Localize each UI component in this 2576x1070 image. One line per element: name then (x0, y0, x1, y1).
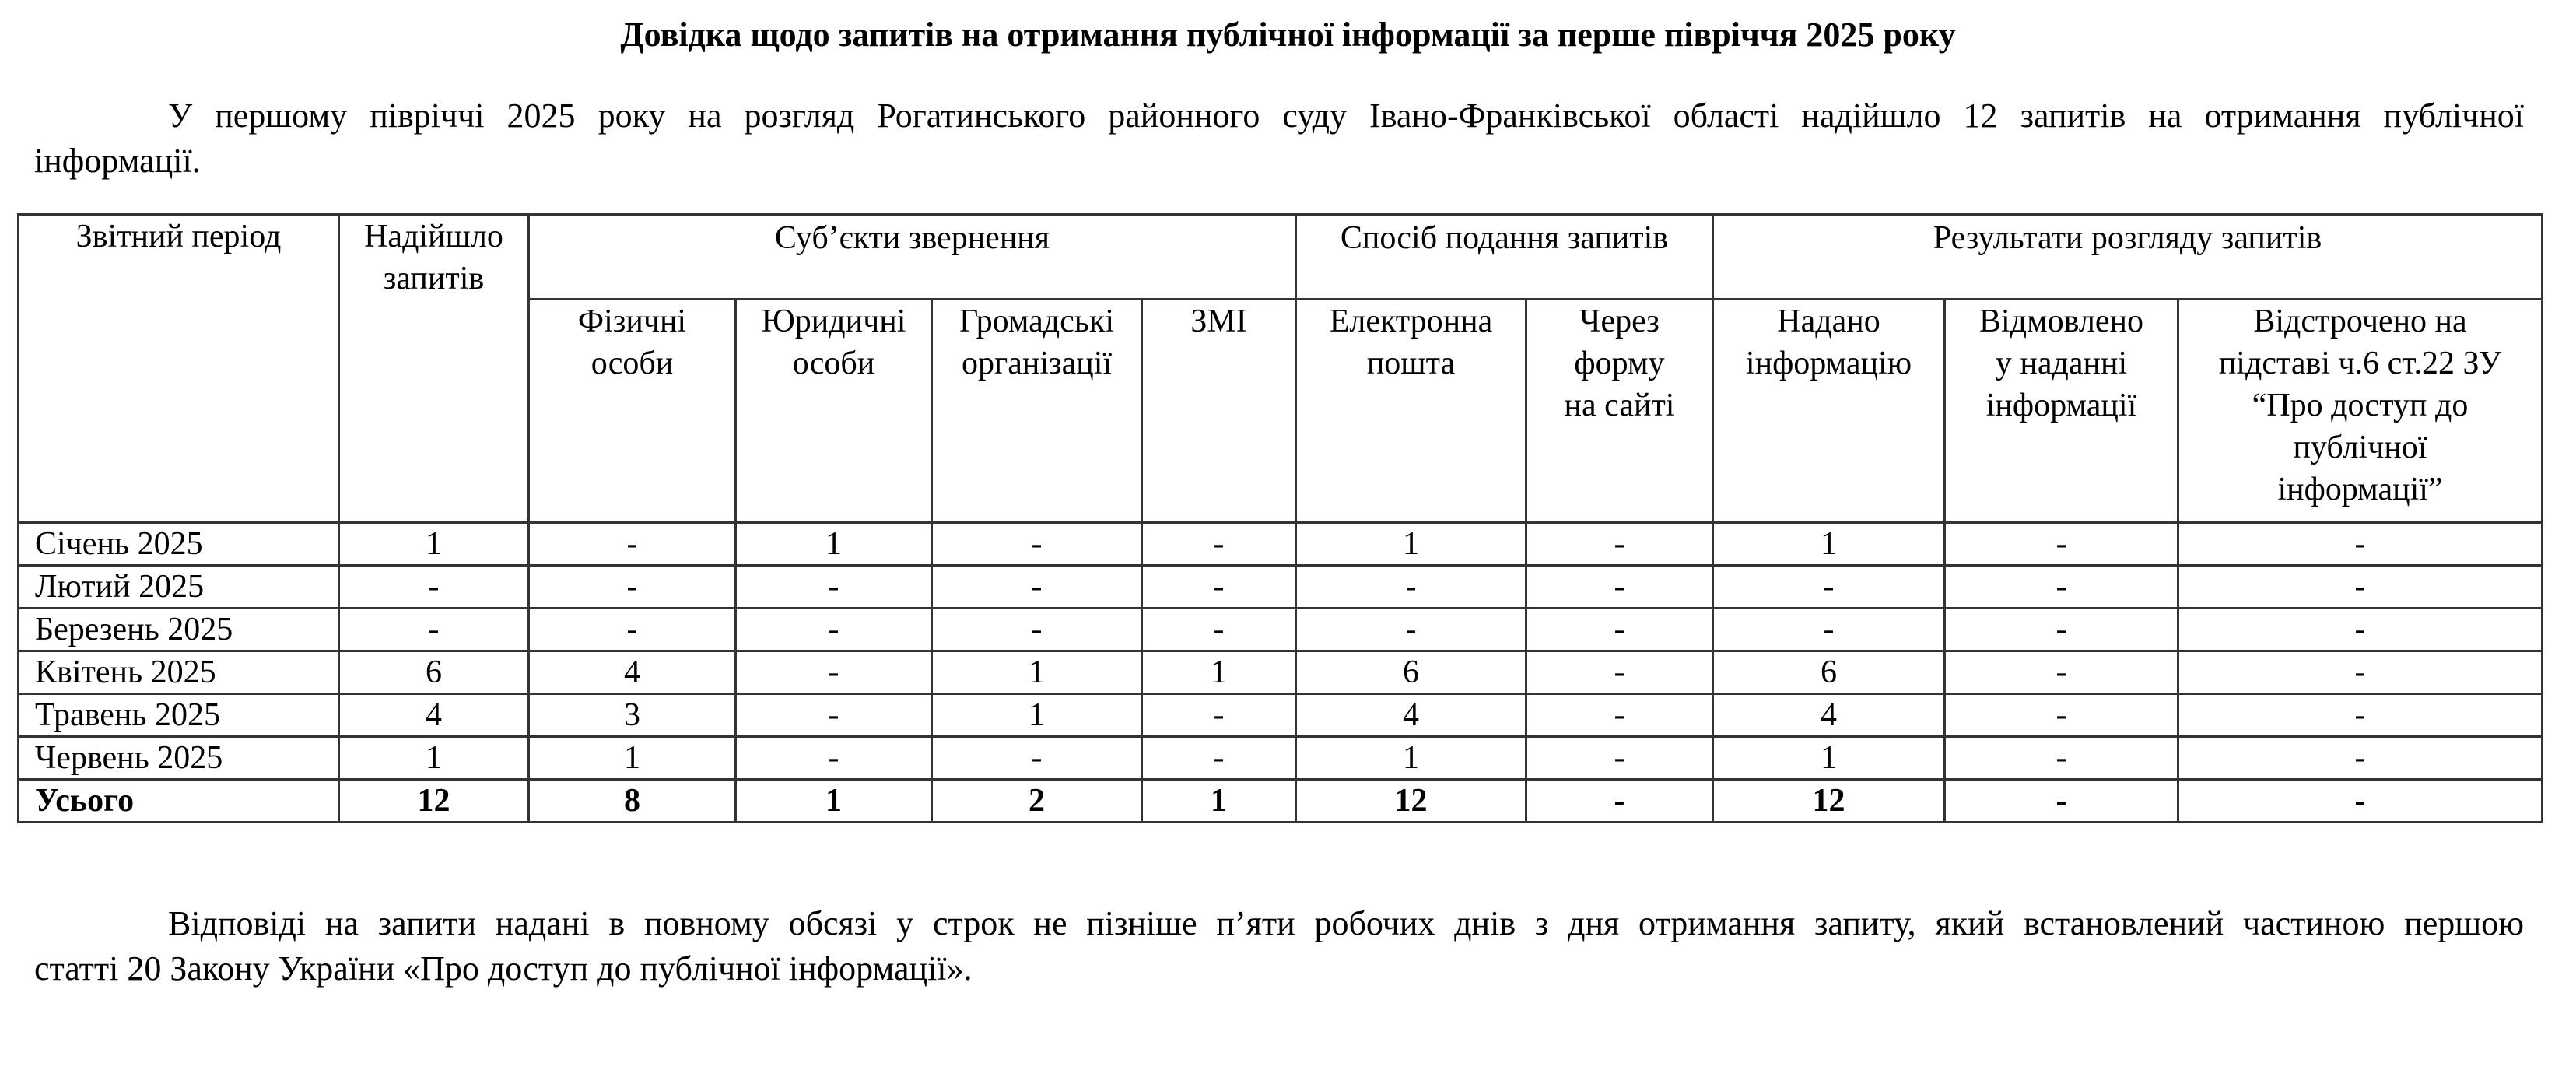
value-cell: - (1526, 651, 1713, 694)
closing-paragraph (34, 901, 2524, 991)
value-cell: - (1526, 523, 1713, 566)
value-cell: - (1945, 651, 2178, 694)
header-line: у наданні (1995, 346, 2128, 381)
value-cell: - (529, 609, 736, 651)
header-line: запитів (383, 261, 485, 296)
header-line: Через (1579, 303, 1660, 339)
value-cell: - (1526, 566, 1713, 609)
header-row-groups (19, 215, 2543, 300)
header-line: ЗМІ (1190, 303, 1247, 339)
value-cell: 2 (932, 780, 1142, 823)
value-cell: - (1526, 609, 1713, 651)
header-results-group: Результати розгляду запитів (1713, 215, 2543, 300)
total-row (19, 780, 2543, 823)
value-cell: - (1713, 609, 1945, 651)
value-cell: 1 (1713, 737, 1945, 780)
header-line: Електронна (1329, 303, 1493, 339)
table-row (19, 694, 2543, 737)
intro-line-2: інформації. (34, 142, 201, 180)
header-line: Юридичні (761, 303, 906, 339)
value-cell: - (2178, 737, 2543, 780)
value-cell: - (1526, 694, 1713, 737)
value-cell: - (529, 523, 736, 566)
header-line: особи (792, 346, 875, 381)
header-line: форму (1574, 346, 1665, 381)
value-cell: - (932, 566, 1142, 609)
value-cell: - (736, 694, 932, 737)
value-cell: - (1142, 694, 1296, 737)
requests-table (17, 213, 2543, 823)
value-cell: - (1945, 780, 2178, 823)
header-line: пошта (1366, 346, 1456, 381)
value-cell: 12 (339, 780, 529, 823)
header-line: інформації (1985, 388, 2137, 423)
value-cell: 1 (529, 737, 736, 780)
value-cell: 6 (1713, 651, 1945, 694)
value-cell: - (1945, 737, 2178, 780)
header-line: Фізичні (577, 303, 687, 339)
table-row (19, 566, 2543, 609)
value-cell: - (1945, 609, 2178, 651)
value-cell: - (736, 737, 932, 780)
total-label: Усього (19, 780, 339, 823)
value-cell: - (736, 566, 932, 609)
value-cell: 4 (1713, 694, 1945, 737)
value-cell: - (529, 566, 736, 609)
value-cell: - (1526, 780, 1713, 823)
table-row (19, 737, 2543, 780)
header-line: Надійшло (364, 219, 503, 254)
value-cell: 12 (1296, 780, 1526, 823)
value-cell: 1 (932, 694, 1142, 737)
header-line: інформації” (2277, 472, 2443, 507)
value-cell: 1 (736, 523, 932, 566)
period-cell: Січень 2025 (19, 523, 339, 566)
value-cell: - (2178, 566, 2543, 609)
value-cell: - (339, 566, 529, 609)
value-cell: - (2178, 780, 2543, 823)
header-line: Громадські (959, 303, 1114, 339)
value-cell: - (932, 609, 1142, 651)
value-cell: 1 (736, 780, 932, 823)
header-line: Відстрочено на (2253, 303, 2467, 339)
period-cell: Червень 2025 (19, 737, 339, 780)
header-website-form (1526, 300, 1713, 523)
period-cell: Травень 2025 (19, 694, 339, 737)
period-cell: Лютий 2025 (19, 566, 339, 609)
header-line: “Про доступ до (2252, 388, 2469, 423)
header-line: Відмовлено (1979, 303, 2143, 339)
header-subjects-group: Суб’єкти звернення (529, 215, 1296, 300)
table-body (19, 523, 2543, 823)
value-cell: - (1945, 523, 2178, 566)
value-cell: 1 (339, 737, 529, 780)
value-cell: 4 (529, 651, 736, 694)
value-cell: 4 (1296, 694, 1526, 737)
value-cell: - (1142, 566, 1296, 609)
value-cell: 4 (339, 694, 529, 737)
value-cell: 1 (1713, 523, 1945, 566)
intro-paragraph (34, 93, 2524, 184)
header-line: особи (591, 346, 674, 381)
value-cell: - (2178, 651, 2543, 694)
value-cell: - (2178, 523, 2543, 566)
value-cell: 6 (1296, 651, 1526, 694)
table-row (19, 523, 2543, 566)
value-cell: - (2178, 609, 2543, 651)
value-cell: - (1142, 609, 1296, 651)
document-title: Довідка щодо запитів на отримання публічної інформації за перше півріччя 2025 року (620, 16, 1956, 54)
header-provided (1713, 300, 1945, 523)
table-row (19, 609, 2543, 651)
closing-line-2: статті 20 Закону України «Про доступ до публічної інформації». (34, 949, 973, 988)
value-cell: 8 (529, 780, 736, 823)
header-period: Звітний період (19, 215, 339, 523)
closing-line-1: Відповіді на запити надані в повному обсязі у строк не пізніше п’яти робочих днів з дня отримання запиту, який встановлений частиною першою (168, 904, 2524, 942)
value-cell: 1 (1296, 523, 1526, 566)
value-cell: - (1296, 609, 1526, 651)
value-cell: - (1526, 737, 1713, 780)
value-cell: - (2178, 694, 2543, 737)
value-cell: 1 (1296, 737, 1526, 780)
header-refused (1945, 300, 2178, 523)
value-cell: 12 (1713, 780, 1945, 823)
value-cell: - (1296, 566, 1526, 609)
header-method-group: Спосіб подання запитів (1296, 215, 1713, 300)
header-received (339, 215, 529, 523)
header-line: інформацію (1745, 346, 1912, 381)
header-media (1142, 300, 1296, 523)
intro-line-1: У першому півріччі 2025 року на розгляд Рогатинського районного суду Івано-Франківської області надійшло 12 запитів на отримання публічної (168, 96, 2524, 135)
header-individuals (529, 300, 736, 523)
value-cell: 3 (529, 694, 736, 737)
value-cell: - (1713, 566, 1945, 609)
value-cell: - (736, 609, 932, 651)
header-line: Надано (1777, 303, 1880, 339)
value-cell: - (1945, 566, 2178, 609)
header-line: на сайті (1564, 388, 1675, 423)
value-cell: 1 (932, 651, 1142, 694)
value-cell: 1 (1142, 780, 1296, 823)
header-legal-entities (736, 300, 932, 523)
value-cell: - (1945, 694, 2178, 737)
value-cell: 1 (1142, 651, 1296, 694)
value-cell: - (932, 737, 1142, 780)
header-email (1296, 300, 1526, 523)
header-line: публічної (2293, 430, 2427, 465)
period-cell: Квітень 2025 (19, 651, 339, 694)
period-cell: Березень 2025 (19, 609, 339, 651)
value-cell: - (932, 523, 1142, 566)
header-line: підставі ч.6 ст.22 ЗУ (2218, 346, 2502, 381)
header-line: організації (961, 346, 1113, 381)
header-public-orgs (932, 300, 1142, 523)
value-cell: - (736, 651, 932, 694)
table-row (19, 651, 2543, 694)
value-cell: - (339, 609, 529, 651)
value-cell: - (1142, 523, 1296, 566)
value-cell: 1 (339, 523, 529, 566)
header-postponed (2178, 300, 2543, 523)
value-cell: - (1142, 737, 1296, 780)
value-cell: 6 (339, 651, 529, 694)
